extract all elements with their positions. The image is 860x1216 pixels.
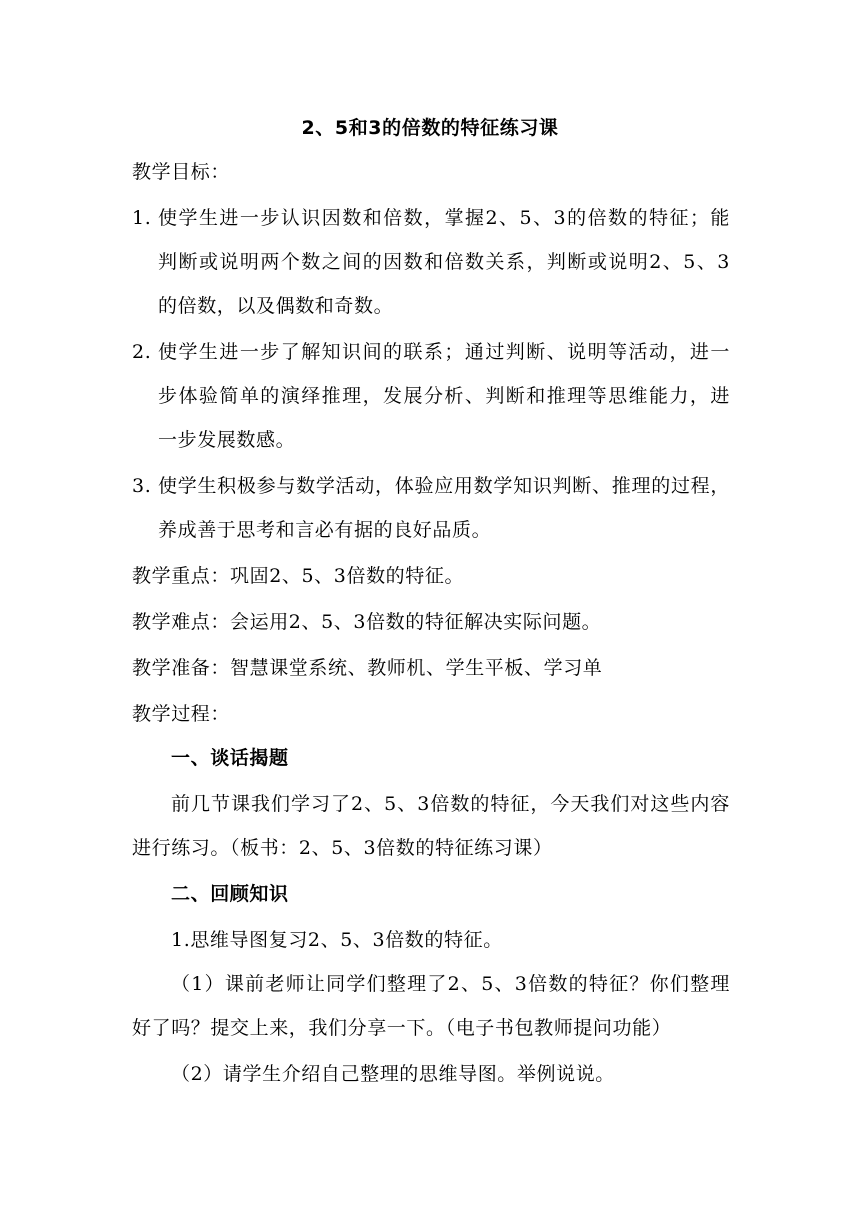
preparation: 教学准备：智慧课堂系统、教师机、学生平板、学习单 xyxy=(132,657,603,679)
objective-1-number: 1. xyxy=(132,207,152,229)
section-2-sub-2: （2）请学生介绍自己整理的思维导图。举例说说。 xyxy=(171,1063,615,1085)
section-2-sub-1-line-2: 好了吗？提交上来，我们分享一下。（电子书包教师提问功能） xyxy=(132,1017,672,1039)
document-title: 2、5和3的倍数的特征练习课 xyxy=(301,117,559,139)
objective-2-number: 2. xyxy=(132,341,152,363)
objective-2-line-2: 步体验简单的演绎推理，发展分析、判断和推理等思维能力，进 xyxy=(158,385,730,407)
section-1-para-line-2: 进行练习。（板书：2、5、3倍数的特征练习课） xyxy=(132,837,553,859)
objective-1-line-2: 判断或说明两个数之间的因数和倍数关系，判断或说明2、5、3 xyxy=(158,251,730,273)
objective-3-number: 3. xyxy=(132,475,152,497)
process-label: 教学过程： xyxy=(132,703,231,725)
section-1-para-line-1: 前几节课我们学习了2、5、3倍数的特征，今天我们对这些内容 xyxy=(171,793,730,815)
key-point: 教学重点：巩固2、5、3倍数的特征。 xyxy=(132,565,465,587)
objectives-label: 教学目标： xyxy=(132,161,231,183)
objective-2-line-1: 使学生进一步了解知识间的联系；通过判断、说明等活动，进一 xyxy=(158,341,730,363)
objective-3-line-2: 养成善于思考和言必有据的良好品质。 xyxy=(158,519,492,541)
section-2-heading: 二、回顾知识 xyxy=(171,883,289,905)
section-2-item-1: 1.思维导图复习2、5、3倍数的特征。 xyxy=(171,929,503,951)
objective-1-line-1: 使学生进一步认识因数和倍数，掌握2、5、3的倍数的特征；能 xyxy=(158,207,730,229)
section-2-sub-1-line-1: （1）课前老师让同学们整理了2、5、3倍数的特征？你们整理 xyxy=(171,973,730,995)
objective-1-line-3: 的倍数，以及偶数和奇数。 xyxy=(158,295,394,317)
objective-3-line-1: 使学生积极参与数学活动，体验应用数学知识判断、推理的过程， xyxy=(158,475,730,497)
difficult-point: 教学难点：会运用2、5、3倍数的特征解决实际问题。 xyxy=(132,611,602,633)
objective-2-line-3: 一步发展数感。 xyxy=(158,429,296,451)
section-1-heading: 一、谈话揭题 xyxy=(171,747,289,769)
